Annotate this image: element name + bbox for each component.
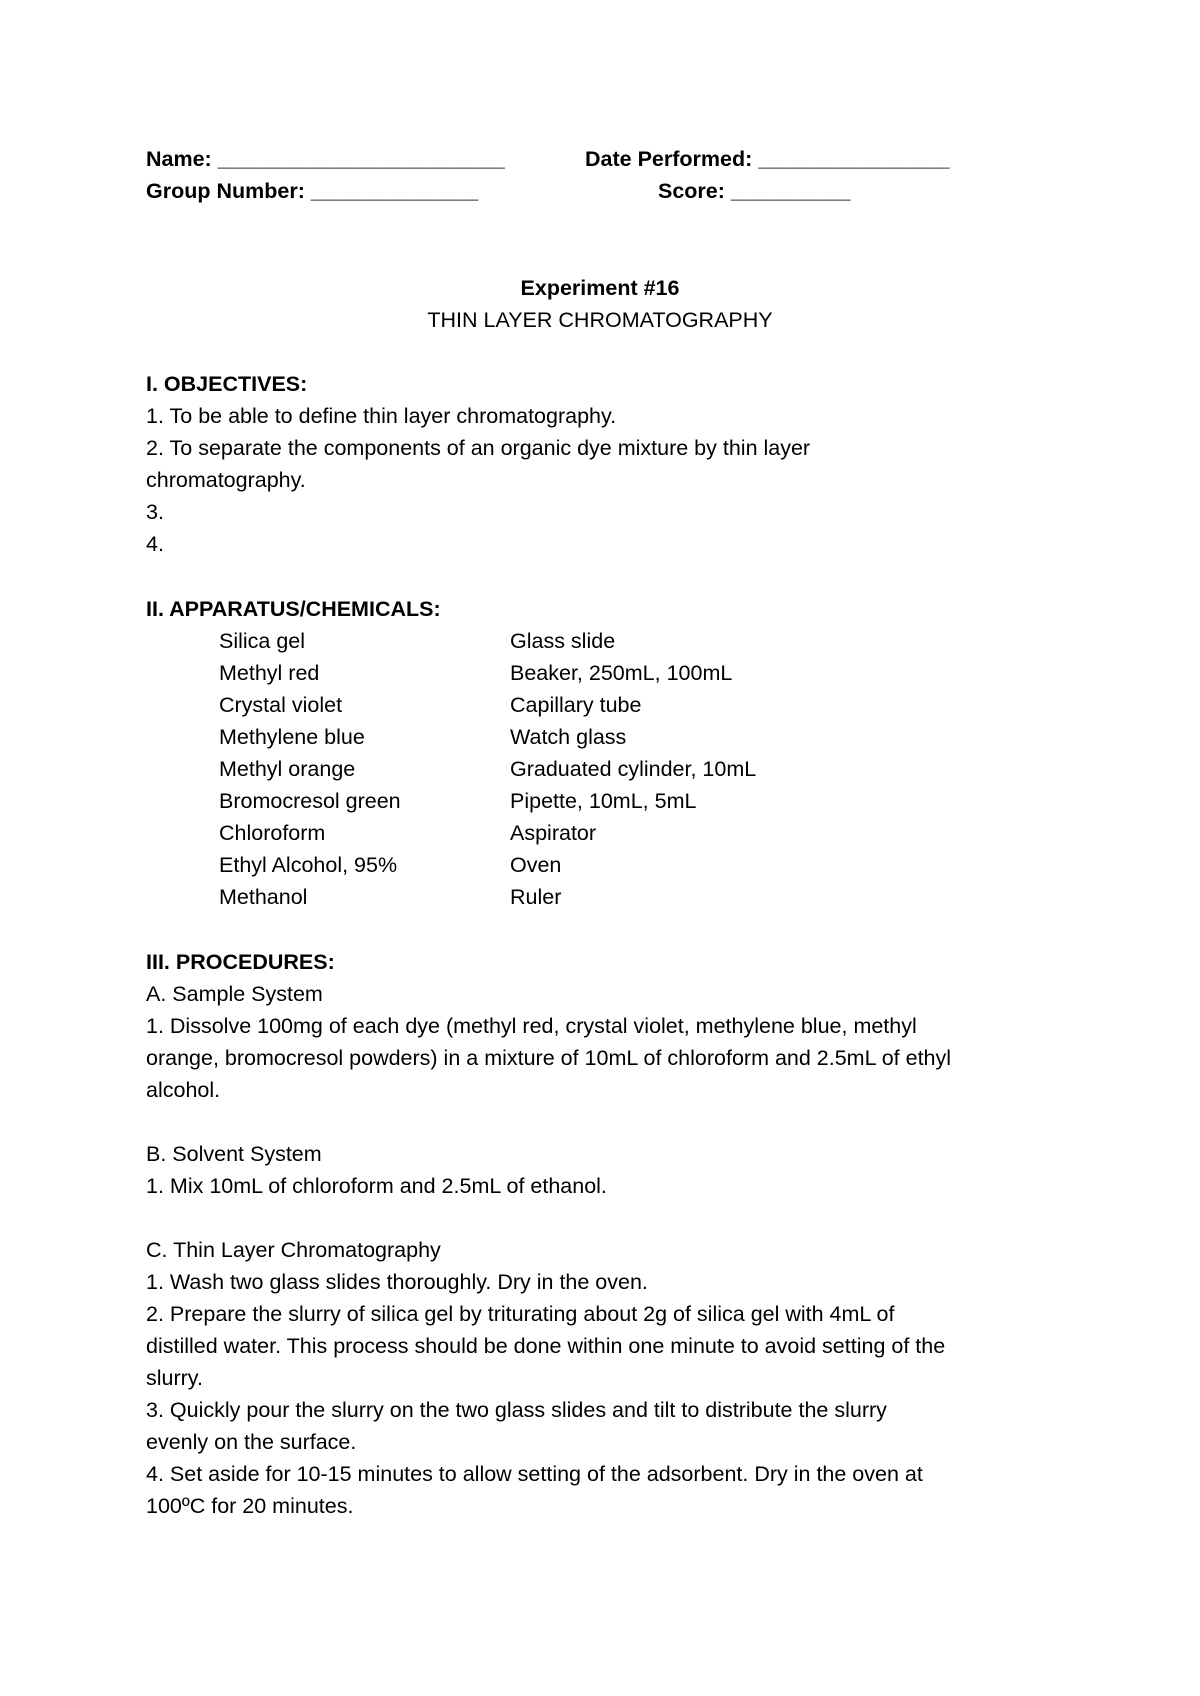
date-performed-label: Date Performed: ________________ <box>585 147 950 171</box>
equipment-item: Aspirator <box>510 821 597 845</box>
procedure-line: orange, bromocresol powders) in a mixture of 10mL of chloroform and 2.5mL of ethyl <box>146 1046 952 1070</box>
chemical-item: Chloroform <box>219 821 326 845</box>
experiment-number: Experiment #16 <box>520 276 680 300</box>
name-field-label: Name: ________________________ <box>146 147 505 171</box>
chemical-item: Methanol <box>219 885 308 909</box>
procedure-line: 1. Mix 10mL of chloroform and 2.5mL of ethanol. <box>146 1174 607 1198</box>
procedures-heading: III. PROCEDURES: <box>146 950 335 974</box>
objective-line: chromatography. <box>146 468 306 492</box>
objective-line: 1. To be able to define thin layer chromatography. <box>146 404 617 428</box>
section-a-title: A. Sample System <box>146 982 323 1006</box>
procedure-line: 4. Set aside for 10-15 minutes to allow setting of the adsorbent. Dry in the oven at <box>146 1462 923 1486</box>
objectives-heading: I. OBJECTIVES: <box>146 372 308 396</box>
equipment-item: Capillary tube <box>510 693 642 717</box>
chemical-item: Bromocresol green <box>219 789 401 813</box>
chemical-item: Methyl orange <box>219 757 356 781</box>
equipment-item: Graduated cylinder, 10mL <box>510 757 757 781</box>
section-b-title: B. Solvent System <box>146 1142 322 1166</box>
chemical-item: Methyl red <box>219 661 320 685</box>
experiment-title: THIN LAYER CHROMATOGRAPHY <box>427 308 773 332</box>
equipment-item: Watch glass <box>510 725 627 749</box>
objective-line: 2. To separate the components of an organic dye mixture by thin layer <box>146 436 811 460</box>
procedure-line: 3. Quickly pour the slurry on the two glass slides and tilt to distribute the slurry <box>146 1398 887 1422</box>
procedure-line: distilled water. This process should be done within one minute to avoid setting of the <box>146 1334 946 1358</box>
equipment-item: Glass slide <box>510 629 616 653</box>
chemical-item: Crystal violet <box>219 693 343 717</box>
chemical-item: Ethyl Alcohol, 95% <box>219 853 398 877</box>
procedure-line: alcohol. <box>146 1078 221 1102</box>
chemical-item: Methylene blue <box>219 725 365 749</box>
objective-line: 4. <box>146 532 164 556</box>
equipment-item: Beaker, 250mL, 100mL <box>510 661 733 685</box>
score-label: Score: __________ <box>658 179 851 203</box>
group-number-label: Group Number: ______________ <box>146 179 479 203</box>
objective-line: 3. <box>146 500 164 524</box>
apparatus-heading: II. APPARATUS/CHEMICALS: <box>146 597 441 621</box>
equipment-item: Pipette, 10mL, 5mL <box>510 789 697 813</box>
procedure-line: evenly on the surface. <box>146 1430 357 1454</box>
equipment-item: Oven <box>510 853 562 877</box>
procedure-line: 2. Prepare the slurry of silica gel by triturating about 2g of silica gel with 4mL of <box>146 1302 895 1326</box>
equipment-item: Ruler <box>510 885 562 909</box>
procedure-line: slurry. <box>146 1366 203 1390</box>
procedure-line: 100ºC for 20 minutes. <box>146 1494 354 1518</box>
procedure-line: 1. Wash two glass slides thoroughly. Dry in the oven. <box>146 1270 648 1294</box>
chemical-item: Silica gel <box>219 629 306 653</box>
procedure-line: 1. Dissolve 100mg of each dye (methyl red, crystal violet, methylene blue, methyl <box>146 1014 917 1038</box>
section-c-title: C. Thin Layer Chromatography <box>146 1238 441 1262</box>
